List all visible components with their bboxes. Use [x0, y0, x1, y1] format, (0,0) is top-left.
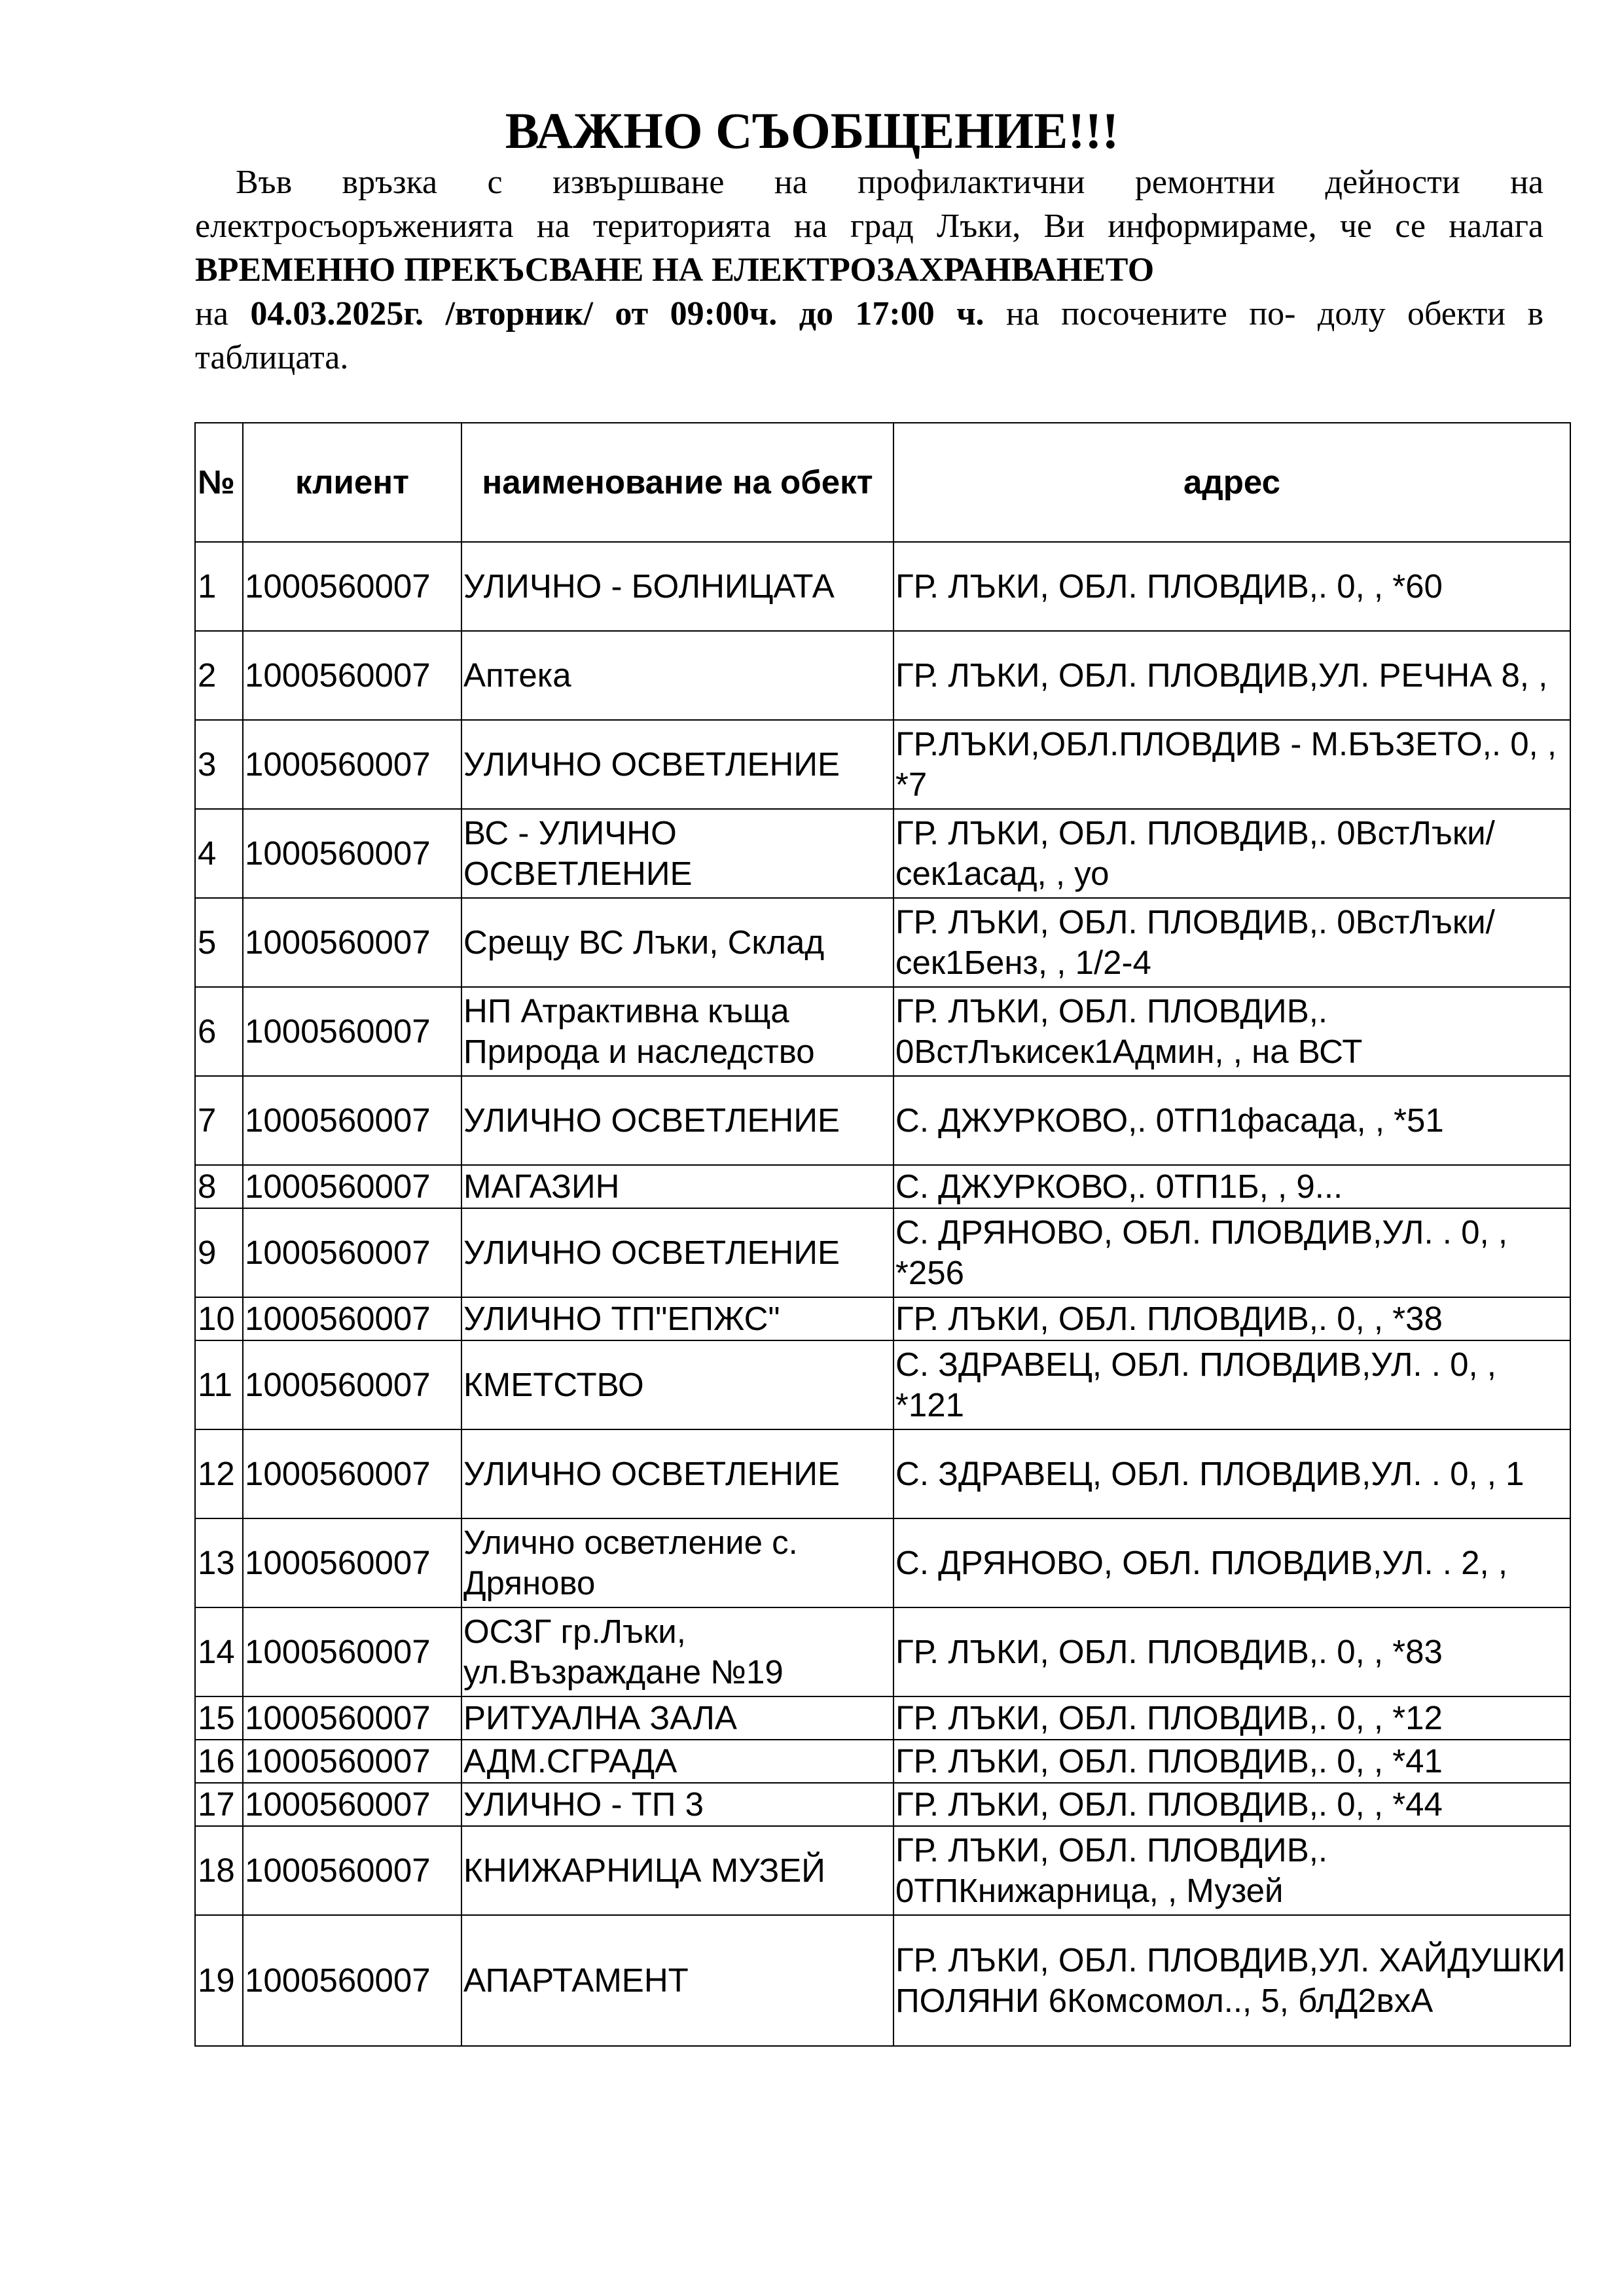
cell-address: С. ЗДРАВЕЦ, ОБЛ. ПЛОВДИВ,УЛ. . 0, , *121	[893, 1340, 1570, 1429]
table-row	[195, 720, 1570, 809]
cell-num: 10	[195, 1297, 243, 1340]
table-row	[195, 1826, 1570, 1915]
cell-site: ВС - УЛИЧНО ОСВЕТЛЕНИЕ	[461, 809, 893, 898]
table-row	[195, 542, 1570, 631]
cell-site: РИТУАЛНА ЗАЛА	[461, 1696, 893, 1740]
cell-num: 14	[195, 1607, 243, 1696]
cell-site: КНИЖАРНИЦА МУЗЕЙ	[461, 1826, 893, 1915]
intro-line-1: Във връзка с извършване на профилактични ремонтни дейности на	[236, 164, 1543, 201]
intro-line-4	[195, 292, 1543, 336]
cell-num: 19	[195, 1915, 243, 2046]
cell-num: 11	[195, 1340, 243, 1429]
notice-intro	[195, 160, 1543, 380]
cell-client: 1000560007	[243, 1340, 461, 1429]
cell-num: 12	[195, 1429, 243, 1518]
cell-client: 1000560007	[243, 1740, 461, 1783]
cell-client: 1000560007	[243, 1165, 461, 1208]
cell-site: КМЕТСТВО	[461, 1340, 893, 1429]
cell-address: ГР. ЛЪКИ, ОБЛ. ПЛОВДИВ,. 0, , *38	[893, 1297, 1570, 1340]
cell-address: ГР. ЛЪКИ, ОБЛ. ПЛОВДИВ,. 0, , *44	[893, 1783, 1570, 1826]
cell-client: 1000560007	[243, 1607, 461, 1696]
cell-site: НП Атрактивна къща Природа и наследство	[461, 987, 893, 1076]
table-row	[195, 1429, 1570, 1518]
cell-client: 1000560007	[243, 1429, 461, 1518]
table-header-row	[195, 423, 1570, 542]
table-row	[195, 1783, 1570, 1826]
table-row	[195, 898, 1570, 987]
cell-site: УЛИЧНО ТП"ЕПЖС"	[461, 1297, 893, 1340]
header-client: клиент	[243, 423, 461, 542]
table-row	[195, 1340, 1570, 1429]
cell-num: 8	[195, 1165, 243, 1208]
table-row	[195, 1740, 1570, 1783]
cell-site: Улично осветление с. Дряново	[461, 1518, 893, 1607]
cell-site: УЛИЧНО ОСВЕТЛЕНИЕ	[461, 1429, 893, 1518]
table-row	[195, 1297, 1570, 1340]
cell-address: ГР. ЛЪКИ, ОБЛ. ПЛОВДИВ,. 0, , *83	[893, 1607, 1570, 1696]
header-address: адрес	[893, 423, 1570, 542]
outage-table	[194, 422, 1571, 2047]
table-row	[195, 1696, 1570, 1740]
cell-num: 7	[195, 1076, 243, 1165]
cell-address: С. ДЖУРКОВО,. 0ТП1Б, , 9...	[893, 1165, 1570, 1208]
cell-client: 1000560007	[243, 1518, 461, 1607]
cell-client: 1000560007	[243, 1696, 461, 1740]
table-row	[195, 987, 1570, 1076]
table-row	[195, 631, 1570, 720]
outage-heading: ВРЕМЕННО ПРЕКЪСВАНЕ НА ЕЛЕКТРОЗАХРАНВАНЕТО	[195, 251, 1155, 289]
cell-site: Аптека	[461, 631, 893, 720]
cell-client: 1000560007	[243, 898, 461, 987]
notice-title: ВАЖНО СЪОБЩЕНИЕ!!!	[505, 102, 1119, 159]
cell-client: 1000560007	[243, 1915, 461, 2046]
cell-num: 13	[195, 1518, 243, 1607]
header-num: №	[195, 423, 243, 542]
cell-address: ГР. ЛЪКИ, ОБЛ. ПЛОВДИВ,. 0ВстЛъки/сек1асад, , уо	[893, 809, 1570, 898]
cell-site: УЛИЧНО ОСВЕТЛЕНИЕ	[461, 720, 893, 809]
cell-num: 18	[195, 1826, 243, 1915]
cell-client: 1000560007	[243, 1208, 461, 1297]
cell-address: С. ДЖУРКОВО,. 0ТП1фасада, , *51	[893, 1076, 1570, 1165]
intro-suffix: на посочените по- долу обекти в	[984, 295, 1543, 332]
table-row	[195, 1208, 1570, 1297]
cell-num: 3	[195, 720, 243, 809]
cell-address: ГР. ЛЪКИ, ОБЛ. ПЛОВДИВ,. 0ВстЛъкисек1Админ, , на ВСТ	[893, 987, 1570, 1076]
table-row	[195, 1076, 1570, 1165]
table-row	[195, 809, 1570, 898]
cell-client: 1000560007	[243, 1783, 461, 1826]
header-site: наименование на обект	[461, 423, 893, 542]
cell-site: УЛИЧНО ОСВЕТЛЕНИЕ	[461, 1076, 893, 1165]
cell-client: 1000560007	[243, 1826, 461, 1915]
cell-address: ГР. ЛЪКИ, ОБЛ. ПЛОВДИВ,. 0, , *12	[893, 1696, 1570, 1740]
cell-address: ГР. ЛЪКИ, ОБЛ. ПЛОВДИВ,. 0ТПКнижарница, , Музей	[893, 1826, 1570, 1915]
cell-num: 15	[195, 1696, 243, 1740]
cell-site: УЛИЧНО - БОЛНИЦАТА	[461, 542, 893, 631]
cell-num: 17	[195, 1783, 243, 1826]
cell-client: 1000560007	[243, 1076, 461, 1165]
cell-num: 2	[195, 631, 243, 720]
cell-client: 1000560007	[243, 542, 461, 631]
cell-client: 1000560007	[243, 987, 461, 1076]
cell-num: 9	[195, 1208, 243, 1297]
table-row	[195, 1518, 1570, 1607]
cell-address: ГР. ЛЪКИ, ОБЛ. ПЛОВДИВ,УЛ. РЕЧНА 8, ,	[893, 631, 1570, 720]
outage-date-time: 04.03.2025г. /вторник/ от 09:00ч. до 17:00 ч.	[250, 295, 984, 332]
table-row	[195, 1915, 1570, 2046]
cell-client: 1000560007	[243, 809, 461, 898]
cell-address: ГР. ЛЪКИ, ОБЛ. ПЛОВДИВ,. 0, , *60	[893, 542, 1570, 631]
cell-address: ГР. ЛЪКИ, ОБЛ. ПЛОВДИВ,. 0ВстЛъки/сек1Бенз, , 1/2-4	[893, 898, 1570, 987]
cell-client: 1000560007	[243, 1297, 461, 1340]
cell-site: МАГАЗИН	[461, 1165, 893, 1208]
cell-site: УЛИЧНО - ТП 3	[461, 1783, 893, 1826]
cell-num: 16	[195, 1740, 243, 1783]
cell-num: 6	[195, 987, 243, 1076]
cell-address: С. ДРЯНОВО, ОБЛ. ПЛОВДИВ,УЛ. . 0, , *256	[893, 1208, 1570, 1297]
cell-address: ГР.ЛЪКИ,ОБЛ.ПЛОВДИВ - М.БЪЗЕТО,. 0, , *7	[893, 720, 1570, 809]
intro-prefix: на	[195, 295, 251, 332]
cell-site: АПАРТАМЕНТ	[461, 1915, 893, 2046]
intro-line-3	[195, 248, 1543, 292]
intro-line-2: електросъоръженията на територията на град Лъки, Ви информираме, че се налага	[195, 207, 1543, 245]
cell-client: 1000560007	[243, 631, 461, 720]
table-body	[195, 542, 1570, 2046]
cell-site: ОСЗГ гр.Лъки, ул.Възраждане №19	[461, 1607, 893, 1696]
intro-line-5: таблицата.	[195, 339, 349, 376]
cell-site: Срещу ВС Лъки, Склад	[461, 898, 893, 987]
cell-num: 5	[195, 898, 243, 987]
cell-address: С. ЗДРАВЕЦ, ОБЛ. ПЛОВДИВ,УЛ. . 0, , 1	[893, 1429, 1570, 1518]
cell-num: 4	[195, 809, 243, 898]
cell-num: 1	[195, 542, 243, 631]
cell-address: ГР. ЛЪКИ, ОБЛ. ПЛОВДИВ,. 0, , *41	[893, 1740, 1570, 1783]
cell-site: АДМ.СГРАДА	[461, 1740, 893, 1783]
cell-client: 1000560007	[243, 720, 461, 809]
table-row	[195, 1165, 1570, 1208]
table-row	[195, 1607, 1570, 1696]
cell-address: С. ДРЯНОВО, ОБЛ. ПЛОВДИВ,УЛ. . 2, ,	[893, 1518, 1570, 1607]
cell-site: УЛИЧНО ОСВЕТЛЕНИЕ	[461, 1208, 893, 1297]
cell-address: ГР. ЛЪКИ, ОБЛ. ПЛОВДИВ,УЛ. ХАЙДУШКИ ПОЛЯНИ 6Комсомол.., 5, блД2вхА	[893, 1915, 1570, 2046]
